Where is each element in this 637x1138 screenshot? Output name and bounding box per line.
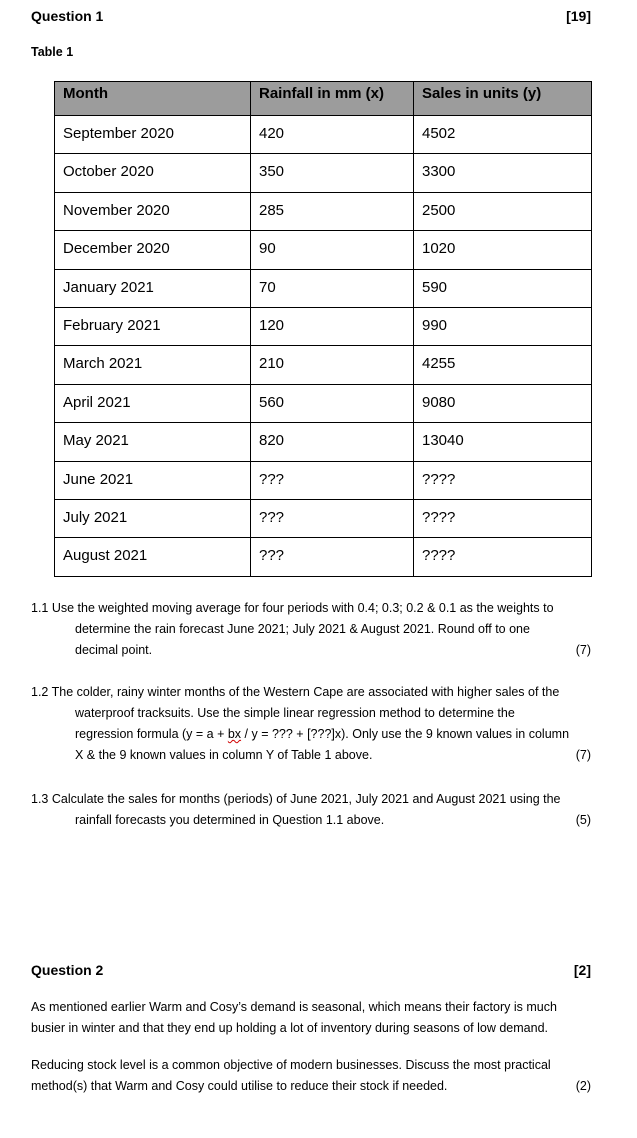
- table-row: [55, 269, 592, 307]
- cell-sales: 13040: [414, 423, 592, 461]
- rainfall-sales-table: [54, 81, 592, 577]
- cell-sales: ????: [414, 499, 592, 537]
- question-1-title: Question 1: [31, 8, 104, 24]
- cell-sales: ????: [414, 538, 592, 576]
- question-1-2-marks: (7): [575, 748, 591, 762]
- table-row: [55, 423, 592, 461]
- table-row: [55, 116, 592, 154]
- cell-sales: 4255: [414, 346, 592, 384]
- question-2-marks-inline: (2): [575, 1079, 591, 1093]
- question-1-1-marks: (7): [575, 643, 591, 657]
- cell-rainfall: ???: [251, 538, 414, 576]
- cell-month: June 2021: [55, 461, 251, 499]
- question-1-3-marks: (5): [575, 813, 591, 827]
- cell-month: January 2021: [55, 269, 251, 307]
- question-1-2-line: 1.2 The colder, rainy winter months of the Western Cape are associated with higher sales of the: [31, 685, 560, 699]
- cell-month: August 2021: [55, 538, 251, 576]
- cell-sales: 4502: [414, 116, 592, 154]
- question-2-paragraph-1: [31, 997, 591, 1039]
- cell-rainfall: ???: [251, 461, 414, 499]
- question-1-3-line: [31, 810, 591, 831]
- question-1-1-line: 1.1 Use the weighted moving average for four periods with 0.4; 0.3; 0.2 & 0.1 as the weights to: [31, 601, 554, 615]
- cell-month: February 2021: [55, 307, 251, 345]
- table-row: [55, 231, 592, 269]
- cell-rainfall: 560: [251, 384, 414, 422]
- question-2-paragraph-2: [31, 1055, 591, 1097]
- column-header-rainfall: Rainfall in mm (x): [251, 82, 414, 116]
- question-2-line: Reducing stock level is a common objective of modern businesses. Discuss the most practical: [31, 1058, 551, 1072]
- cell-month: April 2021: [55, 384, 251, 422]
- table-row: [55, 499, 592, 537]
- column-header-month: Month: [55, 82, 251, 116]
- question-1-3: [31, 789, 591, 831]
- question-1-2-line: [31, 745, 591, 766]
- question-2-marks: [2]: [573, 962, 591, 978]
- cell-sales: 1020: [414, 231, 592, 269]
- cell-rainfall: 120: [251, 307, 414, 345]
- question-1-3-text: rainfall forecasts you determined in Question 1.1 above.: [75, 813, 385, 827]
- table-row: [55, 154, 592, 192]
- cell-month: May 2021: [55, 423, 251, 461]
- cell-sales: 990: [414, 307, 592, 345]
- table-body: [55, 116, 592, 577]
- question-1-1-line: determine the rain forecast June 2021; July 2021 & August 2021. Round off to one: [75, 622, 530, 636]
- table-row: [55, 538, 592, 576]
- cell-sales: 590: [414, 269, 592, 307]
- table-row: [55, 461, 592, 499]
- cell-sales: 2500: [414, 192, 592, 230]
- table-header-row: [55, 82, 592, 116]
- cell-month: September 2020: [55, 116, 251, 154]
- cell-rainfall: 420: [251, 116, 414, 154]
- cell-month: July 2021: [55, 499, 251, 537]
- table-row: [55, 346, 592, 384]
- question-1-marks: [19]: [566, 8, 591, 24]
- formula-text: regression formula (y = a +: [75, 727, 228, 741]
- cell-rainfall: 350: [251, 154, 414, 192]
- cell-month: November 2020: [55, 192, 251, 230]
- table-row: [55, 192, 592, 230]
- question-2-line: [31, 1076, 591, 1097]
- question-1-1-line: [31, 640, 591, 661]
- table-row: [55, 307, 592, 345]
- cell-rainfall: 285: [251, 192, 414, 230]
- question-1-3-line: 1.3 Calculate the sales for months (periods) of June 2021, July 2021 and August 2021 using the: [31, 792, 561, 806]
- question-2-line: busier in winter and that they end up holding a lot of inventory during seasons of low demand.: [31, 1021, 548, 1035]
- spellcheck-underlined-word: bx: [227, 727, 242, 741]
- table-caption: Table 1: [31, 45, 74, 59]
- question-2-line: As mentioned earlier Warm and Cosy’s demand is seasonal, which means their factory is much: [31, 1000, 557, 1014]
- cell-rainfall: 820: [251, 423, 414, 461]
- cell-sales: 3300: [414, 154, 592, 192]
- question-1-2-text: X & the 9 known values in column Y of Table 1 above.: [75, 748, 373, 762]
- question-2-title: Question 2: [31, 962, 104, 978]
- formula-text: / y = ??? + [???]x). Only use the 9 known values in column: [241, 727, 570, 741]
- cell-month: October 2020: [55, 154, 251, 192]
- question-1-1: [31, 598, 591, 661]
- cell-rainfall: 210: [251, 346, 414, 384]
- column-header-sales: Sales in units (y): [414, 82, 592, 116]
- cell-month: March 2021: [55, 346, 251, 384]
- cell-rainfall: ???: [251, 499, 414, 537]
- question-1-1-text: decimal point.: [75, 643, 153, 657]
- cell-month: December 2020: [55, 231, 251, 269]
- question-1-2: [31, 682, 591, 766]
- table-row: [55, 384, 592, 422]
- cell-sales: ????: [414, 461, 592, 499]
- cell-rainfall: 70: [251, 269, 414, 307]
- question-1-2-line: [31, 724, 591, 745]
- cell-rainfall: 90: [251, 231, 414, 269]
- cell-sales: 9080: [414, 384, 592, 422]
- question-1-2-line: waterproof tracksuits. Use the simple linear regression method to determine the: [75, 706, 515, 720]
- question-2-text: method(s) that Warm and Cosy could utilise to reduce their stock if needed.: [31, 1079, 448, 1093]
